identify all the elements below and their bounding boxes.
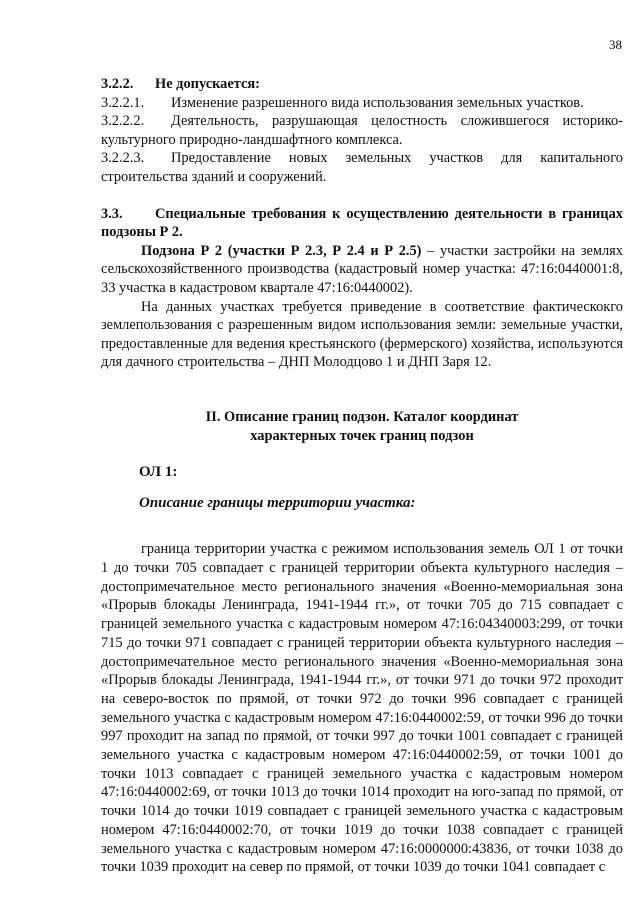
page-number: 38 — [609, 37, 622, 52]
section-3-3-heading — [101, 205, 623, 242]
boundary-description-text: граница территории участка с режимом использования земель ОЛ 1 от точки 1 до точки 705 совпадает с границей территории объекта культурного наследия – достопримечательное место регионального значения «Военно-мемориальная зона «Прорыв блокады Ленинграда, 1941-1944 гг.», от точки 705 до 715 совпадает с границей земельного участка с кадастровым номером 47:16:04340003:299, от точки 715 до точки 971 совпадает с границей территории объекта культурного наследия – достопримечательное место регионального значения «Военно-мемориальная зона «Прорыв блокады Ленинграда, 1941-1944 гг.», от точки 971 до точки 972 проходит на северо-восток по прямой, от точки 972 до точки 996 совпадает с границей земельного участка с кадастровым номером 47:16:0440002:59, от точки 996 до точки 997 проходит на запад по прямой, от точки 997 до точки 1001 совпадает с границей земельного участка с кадастровым номером 47:16:0440002:59, от точки 1001 до точки 1013 совпадает с границей земельного участка с кадастровым номером 47:16:0440002:69, от точки 1013 до точки 1014 проходит на юго-запад по прямой, от точки 1014 до точки 1019 совпадает с границей земельного участка с кадастровым номером 47:16:0440002:70, от точки 1019 до точки 1038 совпадает с границей земельного участка с кадастровым номером 47:16:0000000:43836, от точки 1038 до точки 1039 проходит на север по прямой, от точки 1039 до точки 1041 совпадает с — [101, 541, 623, 876]
list-item — [101, 94, 623, 113]
item-number: 3.2.2.2. — [101, 113, 145, 130]
subzone-title: Подзона Р 2 (участки Р 2.3, Р 2.4 и Р 2.5) — [141, 242, 422, 259]
section-3-2-2-heading — [101, 75, 623, 94]
item-text: Изменение разрешенного вида использования земельных участков. — [171, 94, 584, 111]
land-use-paragraph: На данных участках требуется приведение в соответствие фактическокго землепользования с разрешенным видом использования земли: земельные участки, предоставленные для ведения крестьянского (фермерского) хозяйства, используются для дачного строительства – ДНП Молодцово 1 и ДНП Заря 12. — [101, 298, 623, 371]
boundary-description-title: Описание границы территории участка: — [139, 494, 416, 511]
list-item — [101, 112, 623, 149]
section-II-title-line1: II. Описание границ подзон. Каталог координат — [205, 408, 519, 425]
subzone-paragraph — [101, 242, 623, 298]
item-text: Деятельность, разрушающая целостность сложившегося историко-культурного природно-ландшафтного комплекса. — [101, 113, 623, 148]
page-content — [101, 75, 623, 877]
item-number: 3.2.2.3. — [101, 150, 145, 167]
list-item — [101, 149, 623, 186]
ol-1-title: ОЛ 1: — [139, 464, 178, 481]
section-II-title-line2: характерных точек границ подзон — [250, 427, 474, 444]
section-title: Не допускается: — [155, 76, 260, 92]
subzone-text: – участки застройки на землях сельскохозяйственного производства (кадастровый номер участка: 47:16:0440001:8, 33 участка в кадастровом квартале 47:16:0440002). — [101, 242, 623, 296]
item-text: Предоставление новых земельных участков для капитального строительства зданий и сооружений. — [101, 150, 623, 185]
section-title: Специальные требования к осуществлению деятельности в границах подзоны Р 2. — [101, 205, 623, 241]
section-number: 3.2.2. — [101, 76, 134, 92]
item-number: 3.2.2.1. — [101, 94, 145, 111]
section-number: 3.3. — [101, 205, 123, 222]
